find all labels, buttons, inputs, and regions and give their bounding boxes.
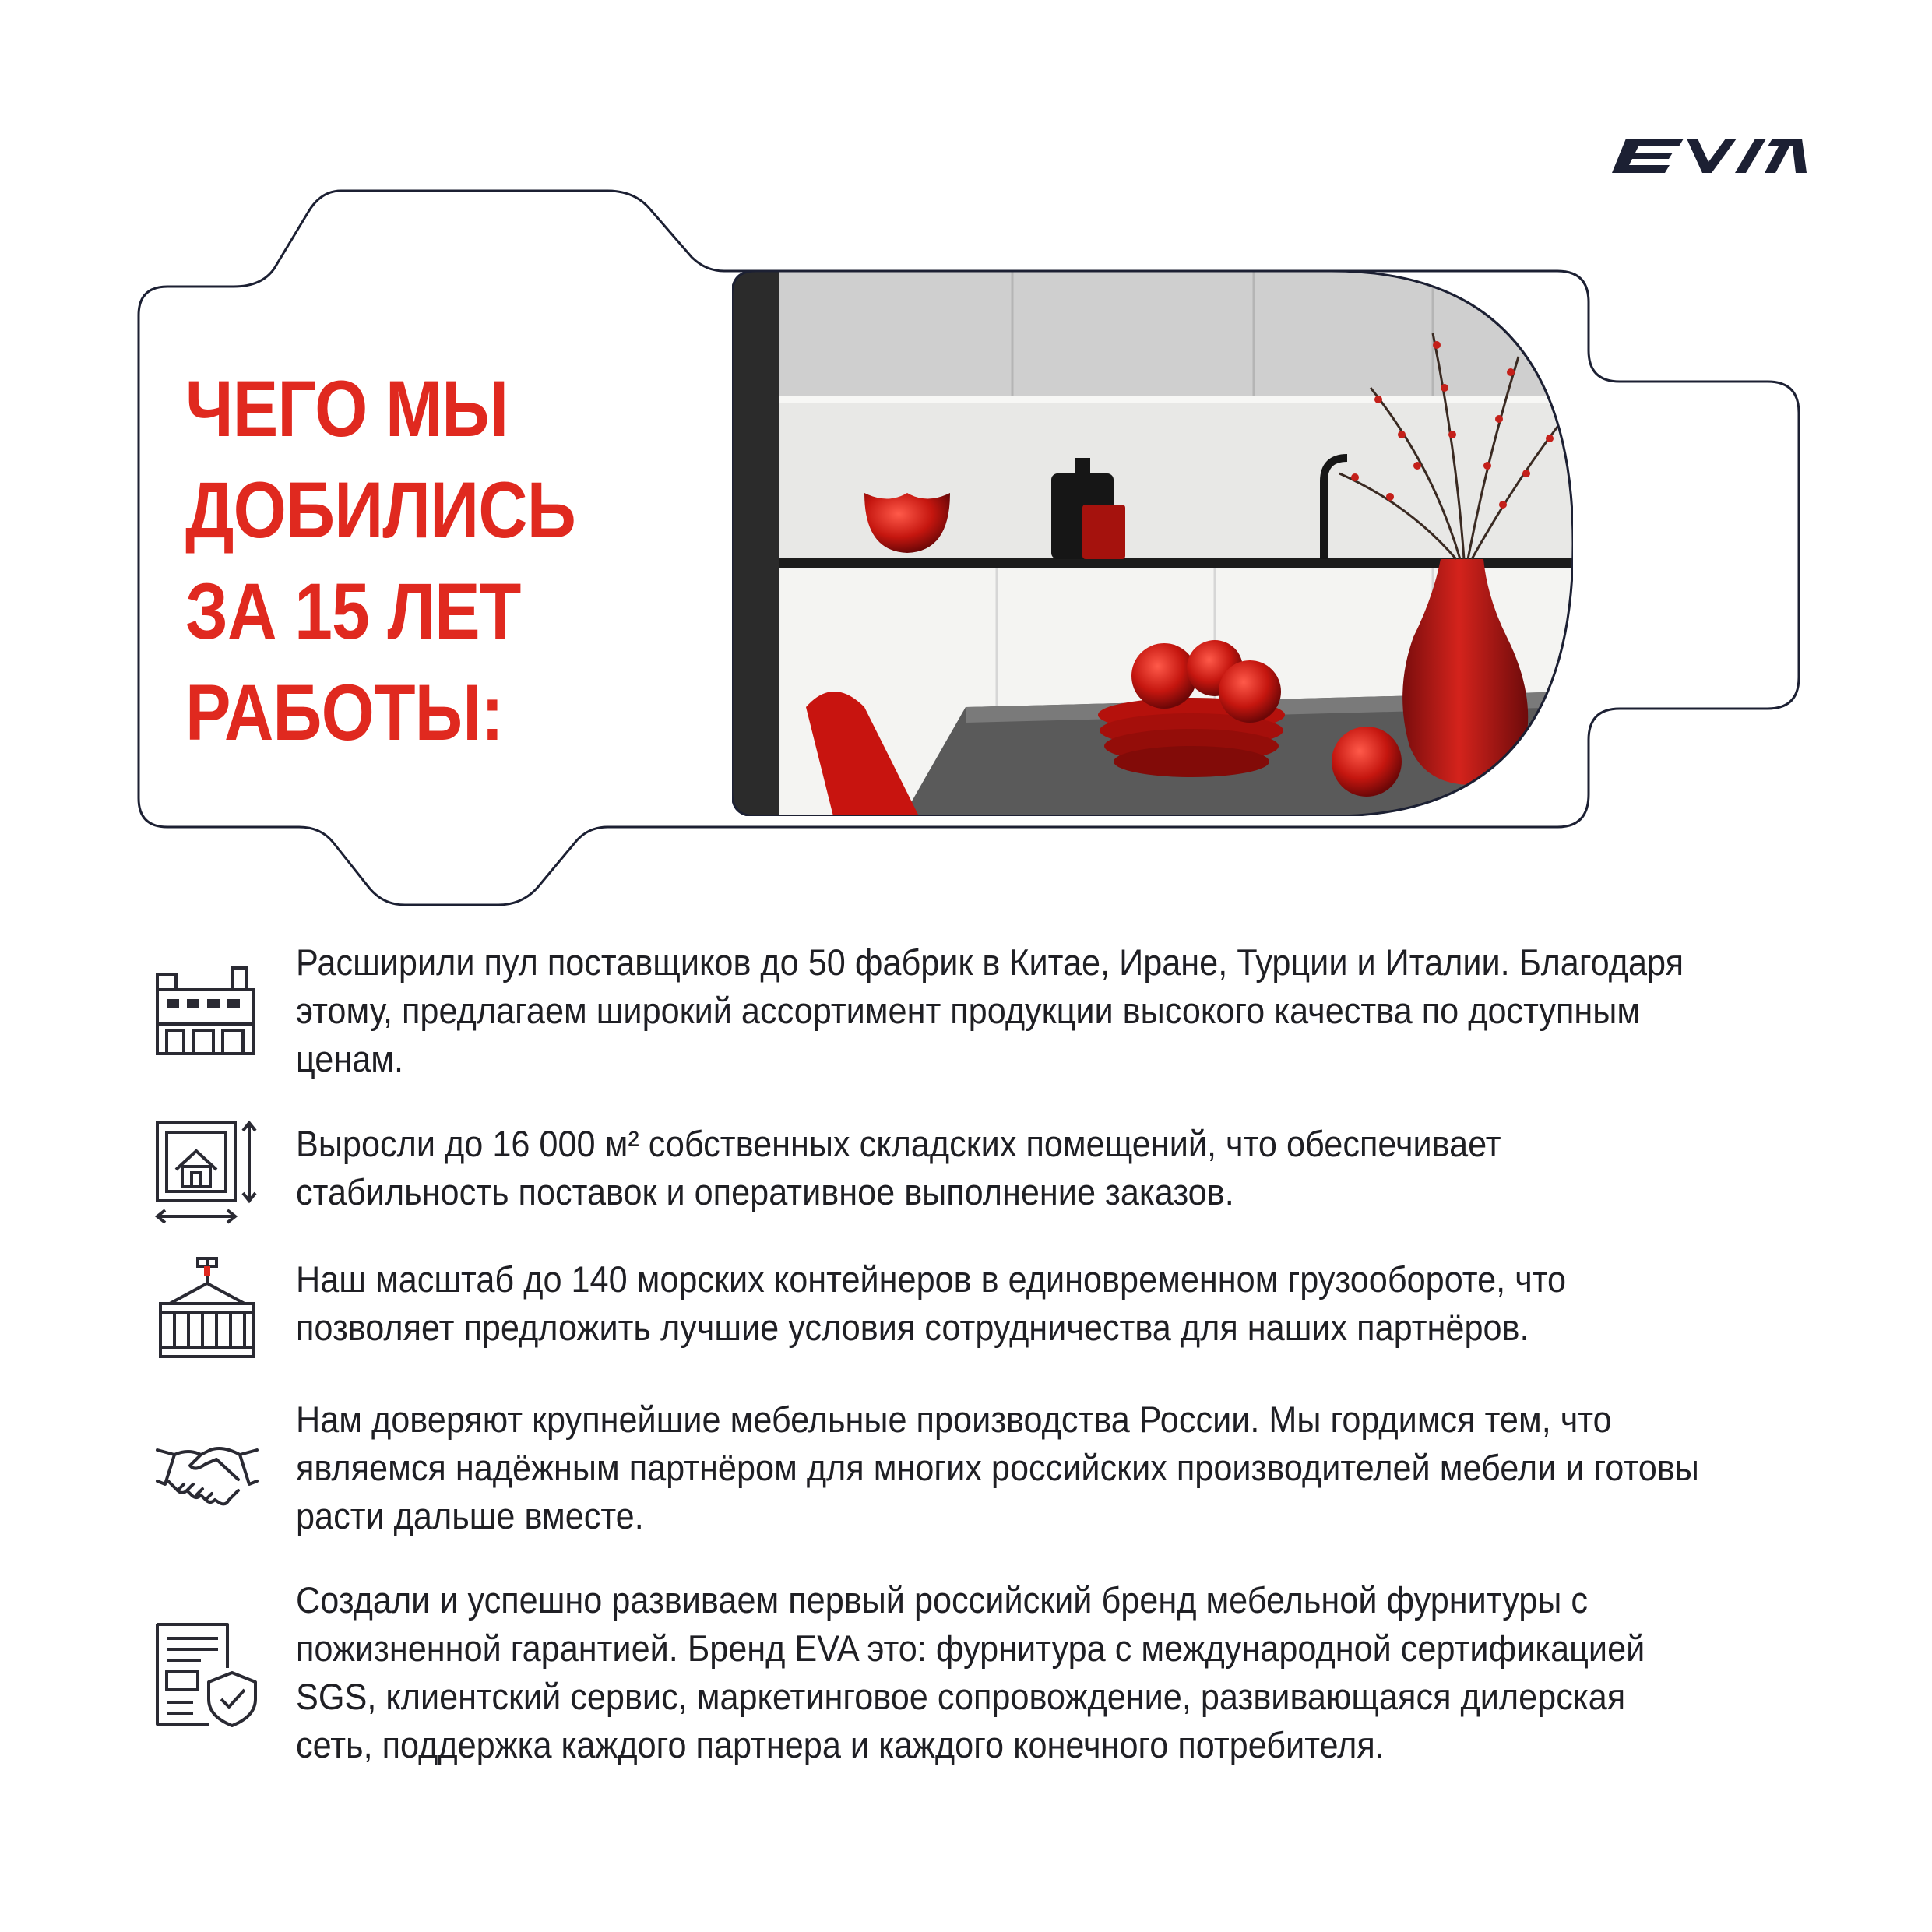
certificate-shield-icon [154, 1621, 260, 1727]
container-crane-icon [154, 1255, 260, 1361]
title-line-1: ЧЕГО МЫ [185, 364, 509, 453]
page-title [185, 358, 614, 763]
achievement-text-3: Наш масштаб до 140 морских контейнеров в единовременном грузообороте, что позволяет предложить лучшие условия сотрудничества для наших партнёров. [296, 1258, 1567, 1348]
warehouse-area-icon [154, 1120, 260, 1226]
title-line-2: ДОБИЛИСЬ [185, 466, 575, 554]
kitchen-photo [732, 271, 1573, 816]
factory-icon [154, 952, 260, 1058]
title-line-4: РАБОТЫ: [185, 668, 504, 757]
handshake-icon [154, 1419, 260, 1525]
achievement-text-4: Нам доверяют крупнейшие мебельные производства России. Мы гордимся тем, что являемся надёжным партнёром для многих российских производителей мебели и готовы расти дальше вместе. [296, 1399, 1699, 1536]
achievement-text-5: Создали и успешно развиваем первый российский бренд мебельной фурнитуры с пожизненной гарантией. Бренд EVA это: фурнитура с международной сертификацией SGS, клиентский сервис, маркетинговое сопровождение, развивающаяся дилерская сеть, поддержка каждого партнера и каждого конечного потребителя. [296, 1579, 1645, 1765]
achievement-text-2: Выросли до 16 000 м² собственных складских помещений, что обеспечивает стабильность поставок и оперативное выполнение заказов. [296, 1123, 1501, 1212]
title-line-3: ЗА 15 ЛЕТ [185, 567, 521, 656]
achievement-text-1: Расширили пул поставщиков до 50 фабрик в Китае, Иране, Турции и Италии. Благодаря этому, предлагаем широкий ассортимент продукции высокого качества по доступным ценам. [296, 941, 1684, 1079]
